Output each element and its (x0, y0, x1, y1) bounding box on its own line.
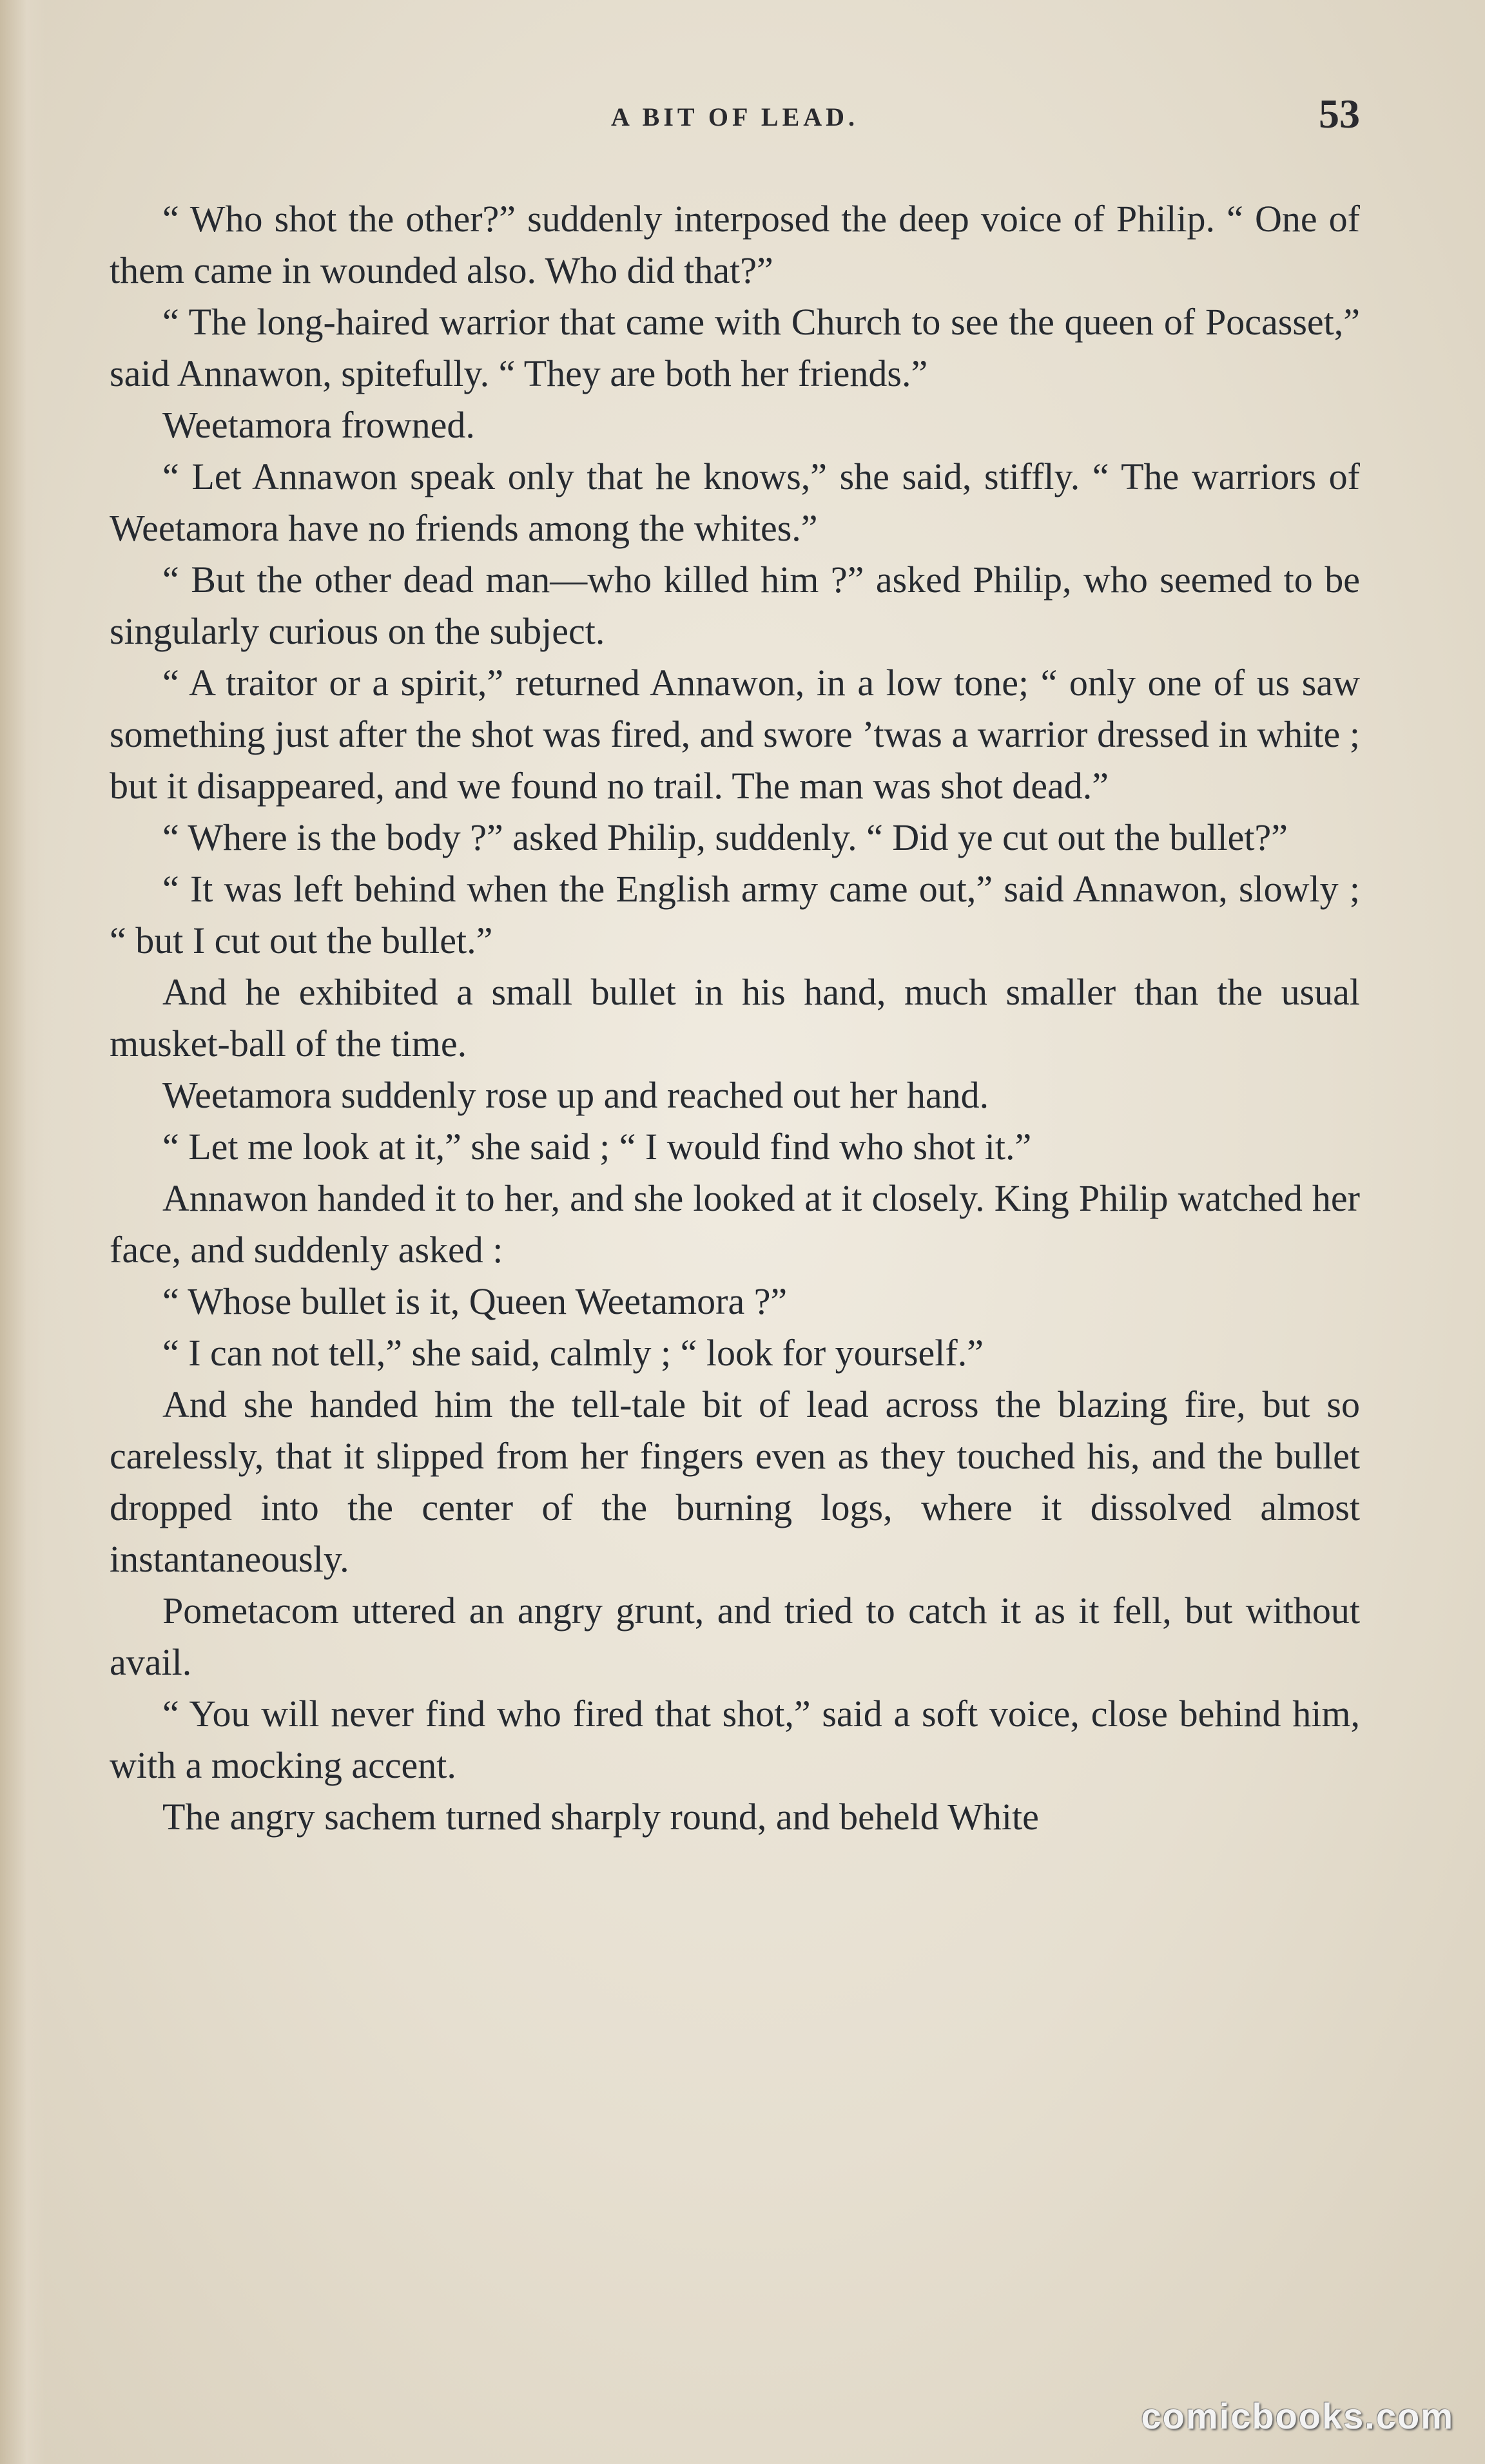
page-header (110, 90, 1360, 142)
paragraph: Annawon handed it to her, and she looked at it closely. King Philip watched her face, and suddenly asked : (110, 1177, 1360, 1271)
paragraph: “ Whose bullet is it, Queen Weetamora ?” (162, 1280, 788, 1322)
paragraph: The angry sachem turned sharply round, and beheld White (162, 1796, 1039, 1838)
page-edge-shadow (0, 0, 45, 2464)
site-watermark: comicbooks.com (1141, 2396, 1454, 2436)
paragraph: “ Who shot the other?” suddenly interposed the deep voice of Philip. “ One of them came in wounded also. Who did that?” (110, 198, 1360, 291)
paragraph: “ Let me look at it,” she said ; “ I would find who shot it.” (162, 1126, 1032, 1168)
paragraph: “ A traitor or a spirit,” returned Annawon, in a low tone; “ only one of us saw something just after the shot was fired, and swore ’twas a warrior dressed in white ; but it disappeared, and we found no trail. The man was shot dead.” (110, 662, 1360, 807)
paragraph: And he exhibited a small bullet in his hand, much smaller than the usual musket-ball of the time. (110, 971, 1360, 1064)
paragraph: Weetamora suddenly rose up and reached out her hand. (162, 1074, 989, 1116)
paragraph: “ I can not tell,” she said, calmly ; “ look for yourself.” (162, 1332, 984, 1374)
paragraph: Pometacom uttered an angry grunt, and tried to catch it as it fell, but without avail. (110, 1590, 1360, 1683)
page-number: 53 (1319, 91, 1360, 137)
paragraph: “ It was left behind when the English army came out,” said Annawon, slowly ; “ but I cut out the bullet.” (110, 868, 1360, 961)
paragraph: “ Let Annawon speak only that he knows,” she said, stiffly. “ The warriors of Weetamora have no friends among the whites.” (110, 456, 1360, 549)
paragraph: Weetamora frowned. (162, 404, 475, 446)
paragraph: “ But the other dead man—who killed him ?” asked Philip, who seemed to be singularly curious on the subject. (110, 559, 1360, 652)
paragraph: “ You will never find who fired that shot,” said a soft voice, close behind him, with a mocking accent. (110, 1693, 1360, 1786)
paragraph: “ The long-haired warrior that came with Church to see the queen of Pocasset,” said Annawon, spitefully. “ They are both her friends.” (110, 301, 1360, 394)
paragraph: And she handed him the tell-tale bit of lead across the blazing fire, but so carelessly, that it slipped from her fingers even as they touched his, and the bullet dropped into the center of the burning logs, where it dissolved almost instantaneously. (110, 1383, 1360, 1580)
paragraph: “ Where is the body ?” asked Philip, suddenly. “ Did ye cut out the bullet?” (162, 816, 1288, 858)
body-text (110, 193, 1360, 1843)
running-head: A BIT OF LEAD. (610, 102, 859, 131)
